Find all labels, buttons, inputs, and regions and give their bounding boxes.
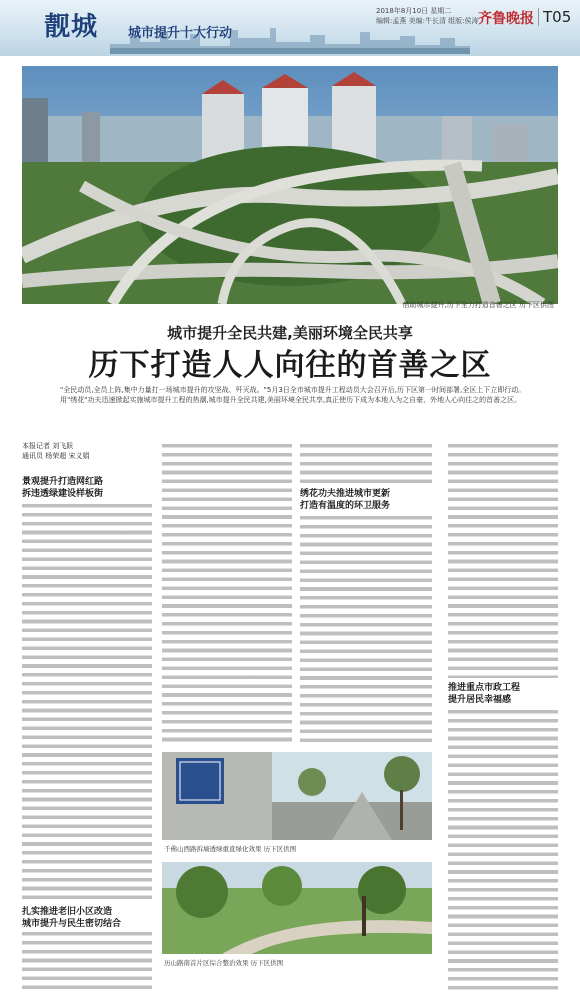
section-heading-2: 扎实推进老旧小区改造 城市提升与民生密切结合 (22, 907, 122, 929)
article-subhead: 城市提升全民共建,美丽环境全民共享 (167, 324, 413, 342)
newspaper-brand: 齐鲁晚报 (478, 11, 534, 27)
photo-park-path (162, 862, 432, 954)
article-headline: 历下打造人人向往的首善之区 (88, 348, 492, 383)
byline (22, 441, 89, 461)
byline-reporter: 本报记者 刘飞跃 (22, 442, 74, 450)
page-number: T05 (538, 8, 571, 26)
date-line: 2018年8月10日 星期二 (376, 7, 452, 15)
photo-street-greening (162, 752, 432, 840)
body-column-1a (22, 504, 152, 902)
body-column-4b (448, 710, 558, 992)
section-subtitle: 城市提升十大行动 (128, 26, 233, 41)
section-heading-3: 绣花功夫推进城市更新 打造有温度的环卫服务 (300, 489, 391, 511)
body-column-4a (448, 444, 558, 678)
photo-park-caption: 历山路南首片区综合整治效果 历下区供图 (164, 959, 284, 967)
interchange-illustration (22, 66, 558, 304)
article-lede: "全民动员,全员上阵,集中力量打一场城市提升的攻坚战、歼灭战。"5月3日全市城市提升工程动员大会召开后,历下区第一时间部署,全区上下立即行动。用"绣花"功夫迅速掀起实施城市提升工程的热潮,城市提升全民共建,美丽环境全民共享,真正使历下成为本地人为之自豪、外地人心向往之的首善之区。 (60, 386, 526, 404)
body-column-3b (300, 516, 432, 746)
photo-street-caption: 千佛山西路拆墙透绿重直绿化效果 历下区供图 (164, 845, 297, 853)
section-title: 靓城 (44, 12, 99, 42)
masthead (0, 0, 580, 56)
byline-correspondents: 通讯员 杨荣超 宋义娟 (22, 452, 90, 460)
main-photo-caption: 借助城市提升,历下全力打造首善之区 历下区供图 (402, 301, 554, 309)
body-column-2 (162, 444, 292, 744)
main-photo-interchange (22, 66, 558, 304)
body-column-1b (22, 932, 152, 992)
section-heading-1: 景观提升打造网红路 拆违透绿建设样板街 (22, 477, 104, 499)
body-column-3a (300, 444, 432, 484)
page-meta (376, 6, 486, 26)
section-heading-4: 推进重点市政工程 提升居民幸福感 (448, 683, 521, 705)
editor-line: 编辑:孟燕 美编:牛长清 组版:侯涛 (376, 17, 479, 25)
